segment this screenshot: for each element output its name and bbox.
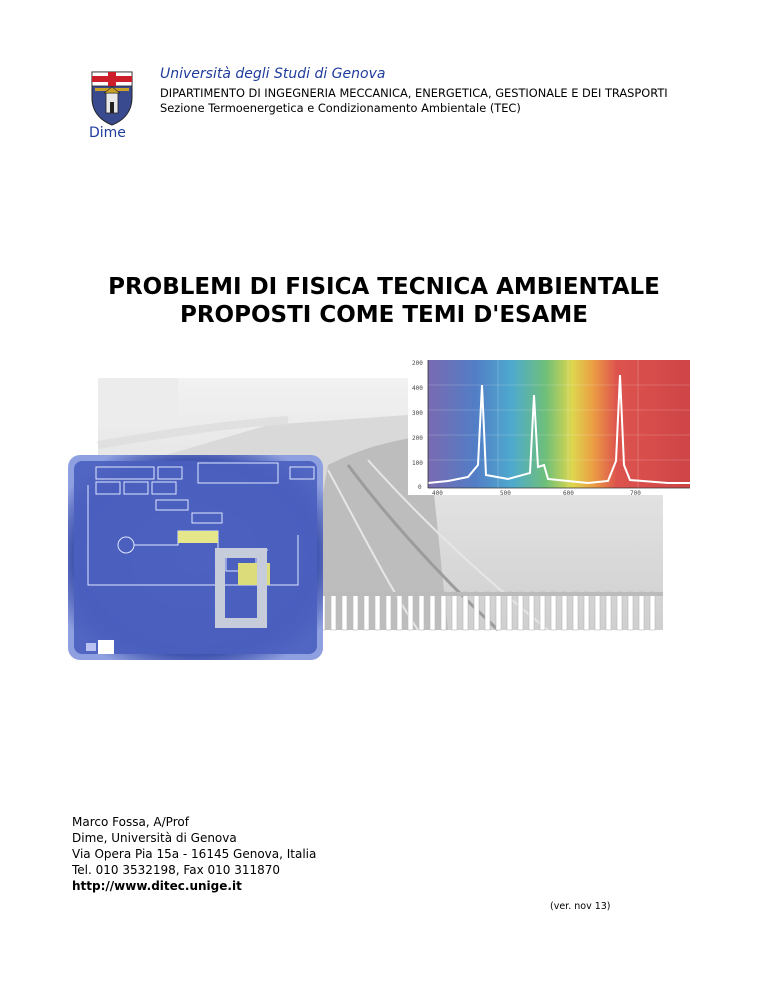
author-phone: Tel. 010 3532198, Fax 010 311870 <box>72 863 281 877</box>
author-address: Via Opera Pia 15a - 16145 Genova, Italia <box>72 847 317 861</box>
author-website-link[interactable]: http://www.ditec.unige.it <box>72 879 242 893</box>
hvac-control-screen <box>68 455 323 660</box>
dime-logo-label: Dime <box>89 125 126 141</box>
document-title <box>0 273 768 329</box>
spectrum-x-tick: 600 <box>563 490 574 497</box>
spectrum-y-tick: 200 <box>412 435 423 442</box>
department-name: DIPARTIMENTO DI INGEGNERIA MECCANICA, ENERGETICA, GESTIONALE E DEI TRASPORTI <box>160 86 668 100</box>
spectrum-x-tick: 400 <box>432 490 443 497</box>
university-crest-logo <box>89 68 135 126</box>
version-label: (ver. nov 13) <box>550 901 611 912</box>
university-name: Università degli Studi di Genova <box>160 66 386 82</box>
title-line-1: PROBLEMI DI FISICA TECNICA AMBIENTALE <box>108 274 660 300</box>
cover-image-collage <box>68 355 698 665</box>
spectrum-y-tick: 100 <box>412 460 423 467</box>
spectrum-chart <box>408 355 698 497</box>
spectrum-y-tick: 200 <box>412 360 423 367</box>
author-name: Marco Fossa, A/Prof <box>72 815 189 829</box>
section-name: Sezione Termoenergetica e Condizionamento Ambientale (TEC) <box>160 101 521 115</box>
spectrum-x-tick: 700 <box>630 490 641 497</box>
author-affiliation: Dime, Università di Genova <box>72 831 237 845</box>
spectrum-y-tick: 300 <box>412 410 423 417</box>
author-block <box>72 814 316 894</box>
spectrum-x-tick: 500 <box>500 490 511 497</box>
spectrum-y-tick: 0 <box>418 484 422 491</box>
spectrum-y-tick: 400 <box>412 385 423 392</box>
title-line-2: PROPOSTI COME TEMI D'ESAME <box>179 302 589 328</box>
